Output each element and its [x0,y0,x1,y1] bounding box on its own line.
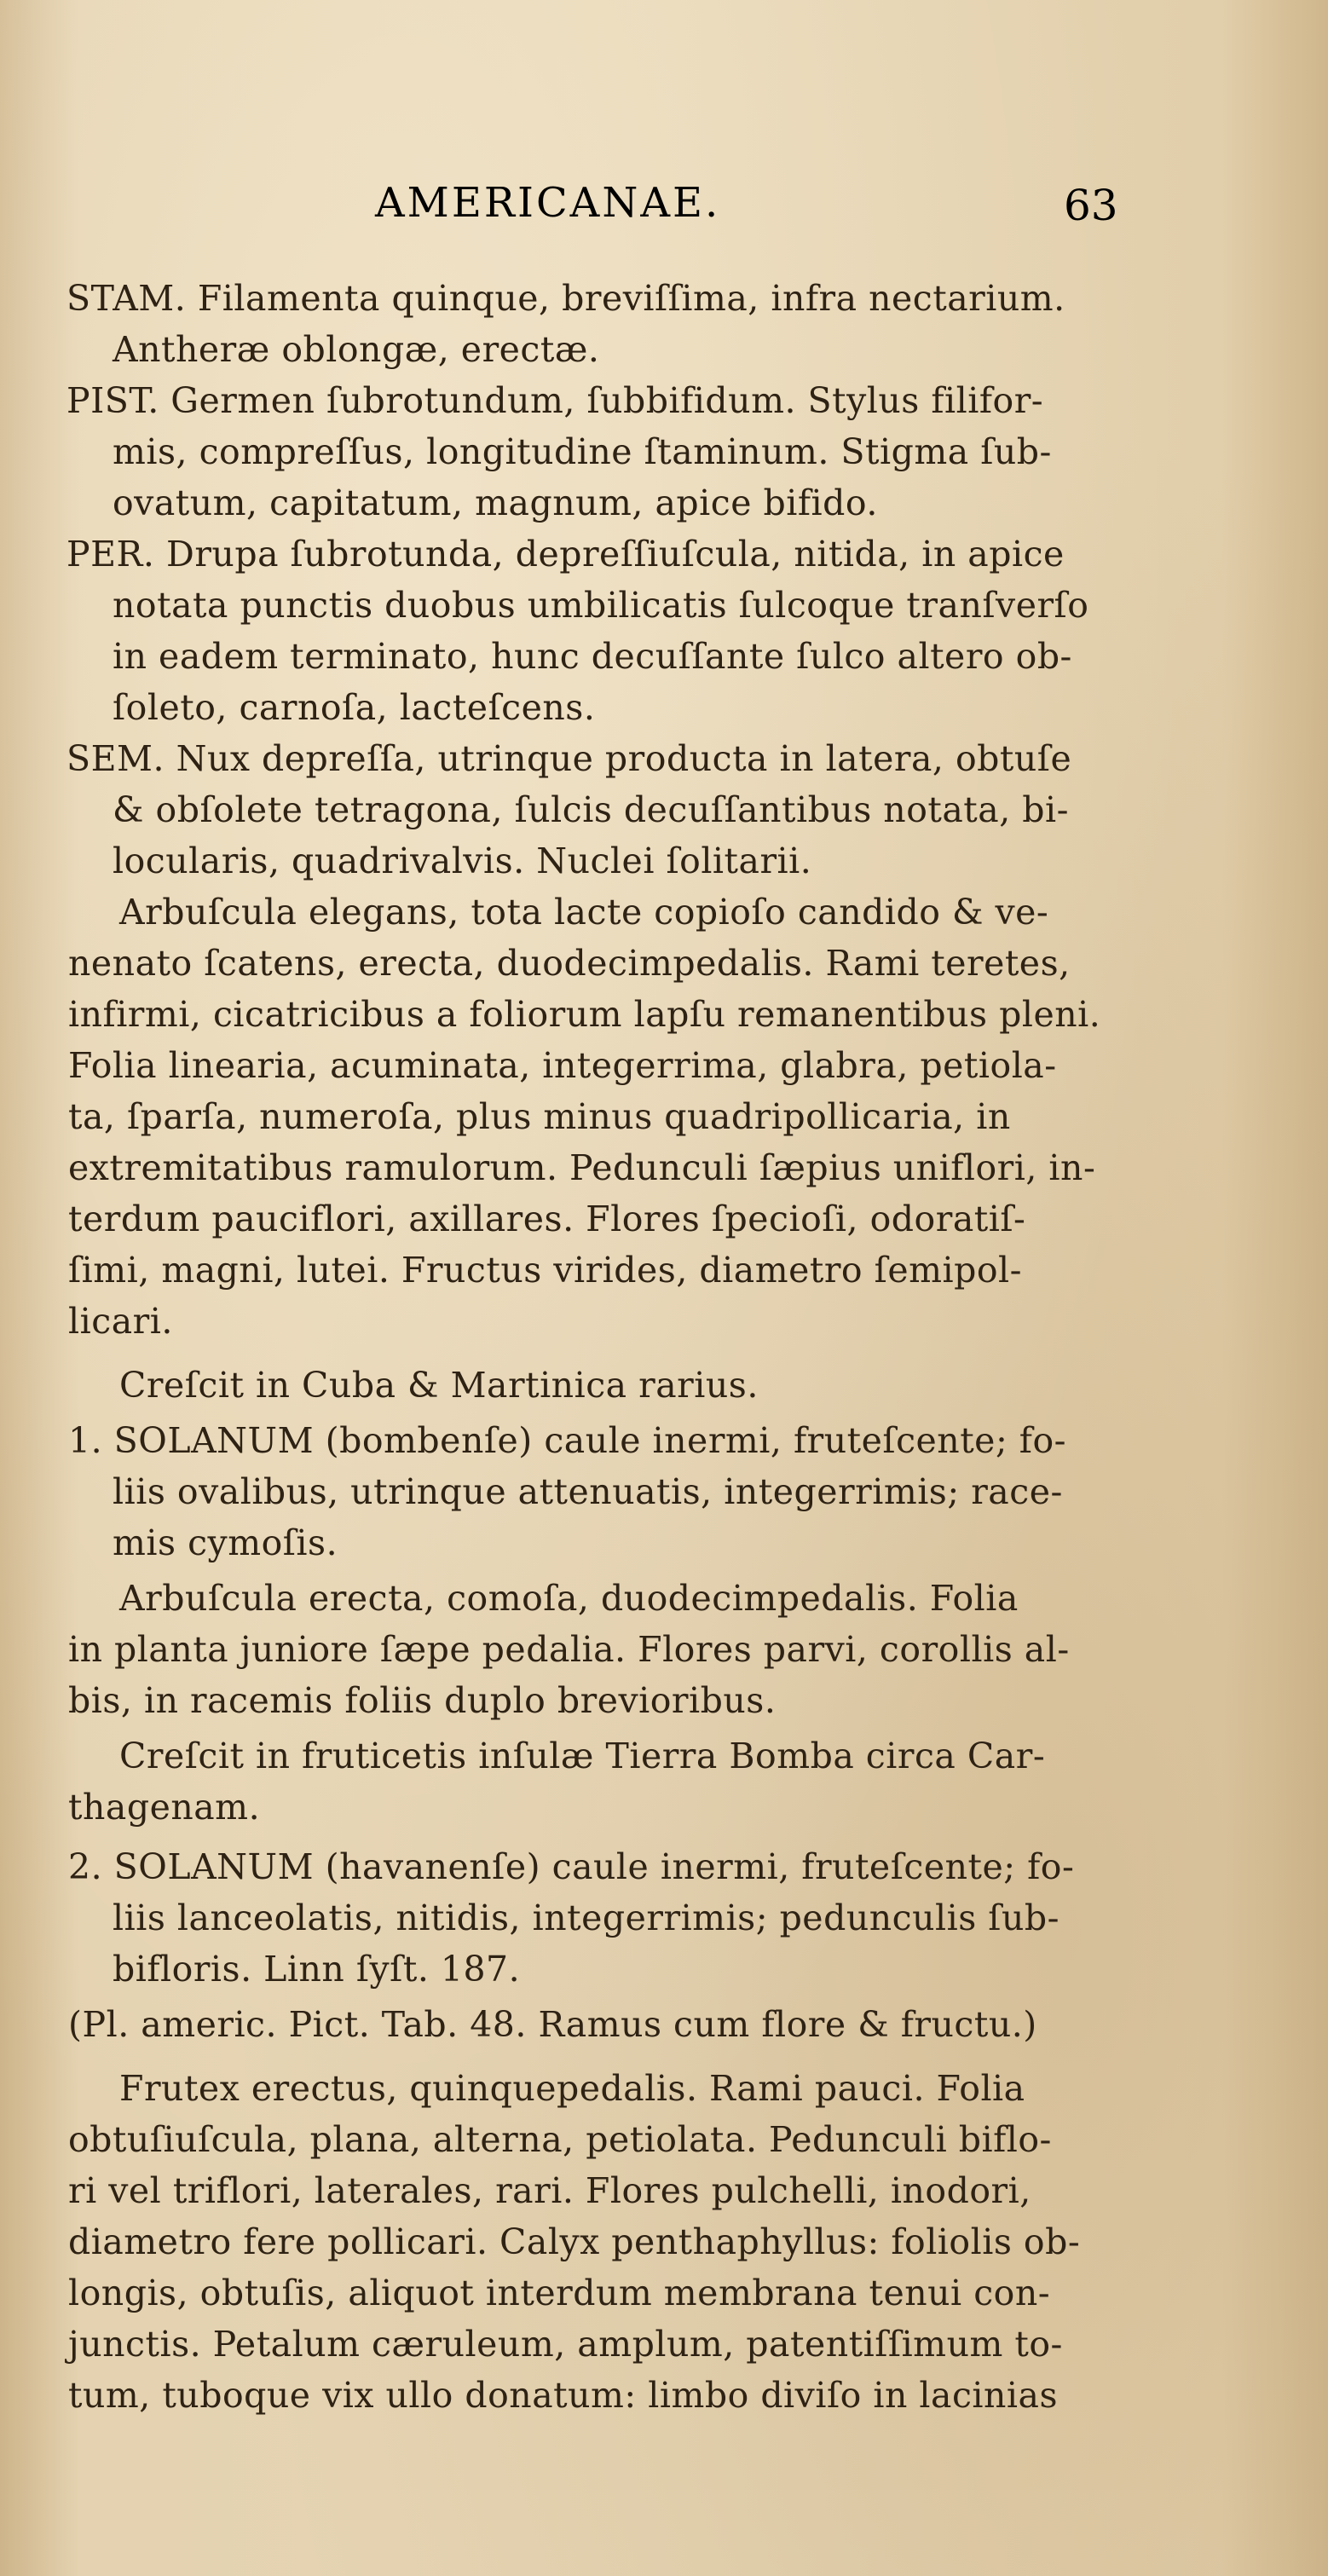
text-line: Arbuſcula erecta, comoſa, duodecimpedalis. Folia [119,1578,1019,1619]
text-line: Frutex erectus, quinquepedalis. Rami pauci. Folia [119,2068,1025,2109]
text-line: locularis, quadrivalvis. Nuclei ſolitarii. [113,840,812,881]
running-title: AMERICANAE. [375,179,721,227]
text-line: obtuſiuſcula, plana, alterna, petiolata. Pedunculi biflo- [68,2119,1052,2160]
text-line: Folia linearia, acuminata, integerrima, glabra, petiola- [68,1045,1057,1086]
text-line: infirmi, cicatricibus a foliorum lapſu remanentibus pleni. [68,994,1101,1035]
text-line: PIST. Germen ſubrotundum, ſubbifidum. Stylus filifor- [66,380,1044,421]
text-line: in planta juniore ſæpe pedalia. Flores parvi, corollis al- [68,1629,1070,1670]
text-line: longis, obtuſis, aliquot interdum membrana tenui con- [68,2273,1051,2313]
text-line: bis, in racemis foliis duplo brevioribus. [68,1680,777,1721]
text-line: licari. [68,1301,173,1342]
text-line: 1. SOLANUM (bombenſe) caule inermi, fruteſcente; fo- [68,1420,1066,1461]
text-line: junctis. Petalum cæruleum, amplum, patentiſſimum to- [68,2324,1063,2365]
text-line: Creſcit in fruticetis inſulæ Tierra Bomba circa Car- [119,1736,1046,1776]
text-line: ri vel triflori, laterales, rari. Flores pulchelli, inodori, [68,2170,1031,2211]
text-line: ſimi, magni, lutei. Fructus virides, diametro ſemipol- [68,1250,1022,1291]
text-line: mis cymoſis. [113,1522,338,1563]
text-line: in eadem terminato, hunc decuſſante ſulco altero ob- [113,636,1072,677]
text-line: ovatum, capitatum, magnum, apice bifido. [113,482,878,523]
text-line: PER. Drupa ſubrotunda, depreſſiuſcula, nitida, in apice [66,534,1065,575]
page-number: 63 [1064,181,1118,230]
text-line: ſoleto, carnoſa, lacteſcens. [113,687,596,728]
text-line: terdum pauciflori, axillares. Flores ſpecioſi, odoratiſ- [68,1198,1026,1239]
text-line: bifloris. Linn ſyſt. 187. [113,1949,521,1990]
text-line: (Pl. americ. Pict. Tab. 48. Ramus cum flore & fructu.) [68,2004,1037,2045]
text-line: diametro fere pollicari. Calyx penthaphyllus: foliolis ob- [68,2221,1081,2262]
text-line: & obſolete tetragona, ſulcis decuſſantibus notata, bi- [113,789,1070,830]
text-line: ta, ſparſa, numeroſa, plus minus quadripollicaria, in [68,1096,1011,1137]
text-line: tum, tuboque vix ullo donatum: limbo diviſo in lacinias [68,2375,1059,2416]
text-line: notata punctis duobus umbilicatis ſulcoque tranſverſo [113,585,1089,626]
text-line: extremitatibus ramulorum. Pedunculi ſæpius uniflori, in- [68,1147,1096,1188]
text-line: mis, compreſſus, longitudine ſtaminum. Stigma ſub- [113,431,1052,472]
text-line: Creſcit in Cuba & Martinica rarius. [119,1365,759,1406]
text-line: Arbuſcula elegans, tota lacte copioſo candido & ve- [119,892,1049,933]
text-line: Antheræ oblongæ, erectæ. [113,329,600,370]
text-line: SEM. Nux depreſſa, utrinque producta in latera, obtuſe [66,738,1072,779]
text-line: nenato ſcatens, erecta, duodecimpedalis. Rami teretes, [68,943,1071,984]
text-line: liis ovalibus, utrinque attenuatis, integerrimis; race- [113,1471,1063,1512]
text-line: liis lanceolatis, nitidis, integerrimis; pedunculis ſub- [113,1897,1060,1938]
text-line: STAM. Filamenta quinque, breviſſima, infra nectarium. [66,278,1065,319]
text-line: 2. SOLANUM (havanenſe) caule inermi, fruteſcente; fo- [68,1846,1075,1887]
text-line: thagenam. [68,1787,261,1828]
